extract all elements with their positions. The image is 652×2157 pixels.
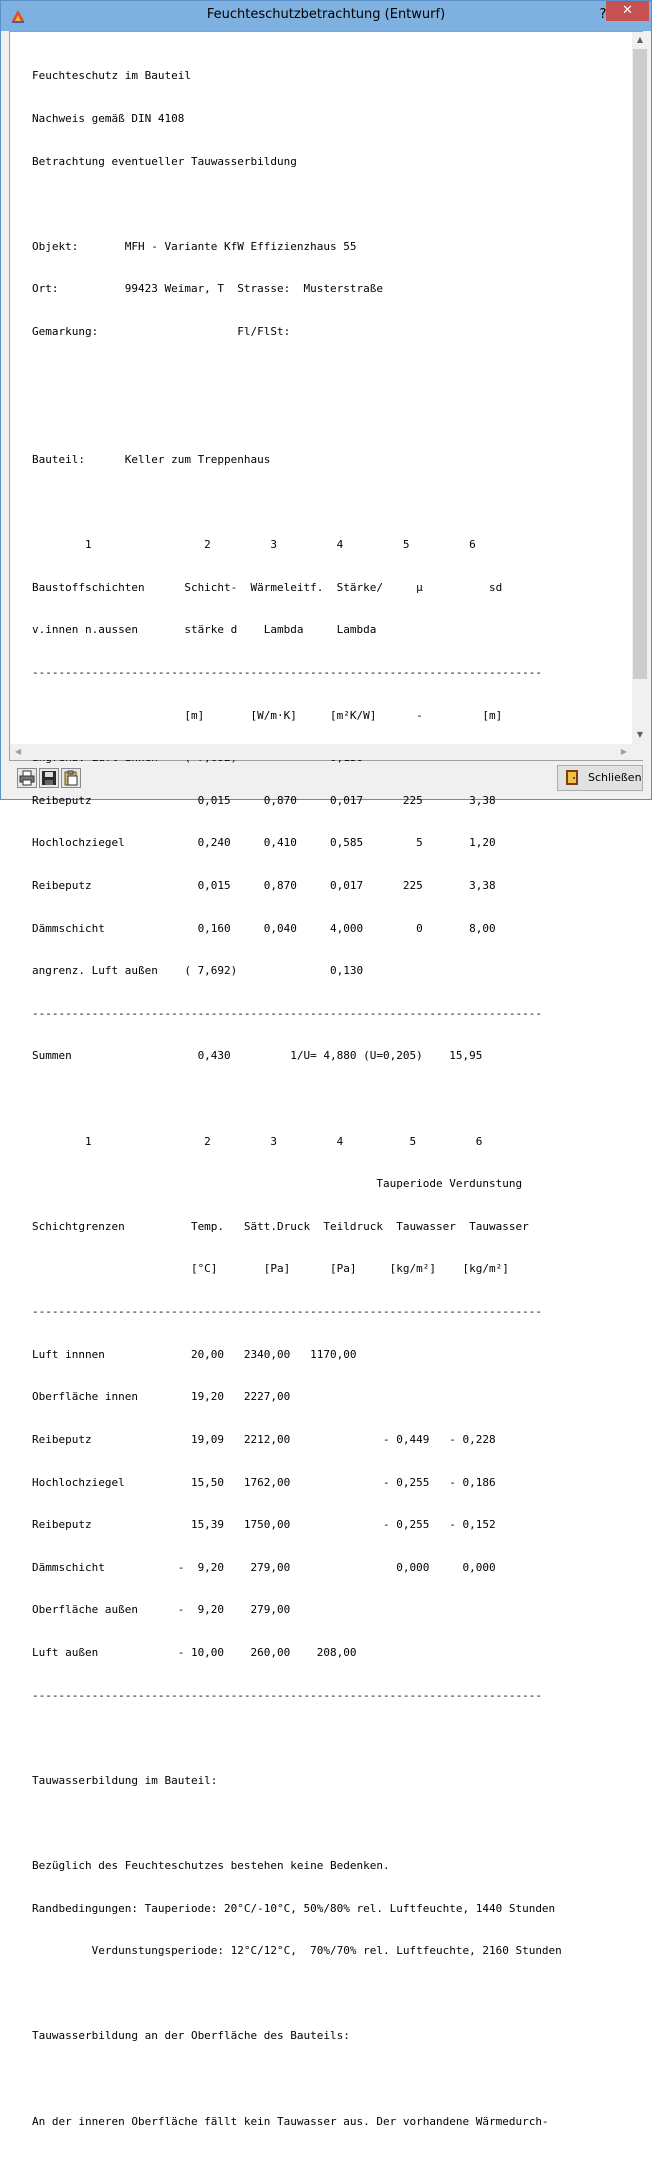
- report-line: Bezüglich des Feuchteschutzes bestehen keine Bedenken.: [32, 1859, 390, 1872]
- clipboard-icon: [63, 770, 79, 786]
- report-line: Tauperiode Verdunstung: [32, 1177, 523, 1191]
- report-line: Reibeputz 0,015 0,870 0,017 225 3,38: [32, 793, 496, 807]
- vertical-scrollbar[interactable]: [632, 32, 648, 744]
- report-line: v.innen n.aussen stärke d Lambda Lambda: [32, 623, 377, 637]
- window-title: Feuchteschutzbetrachtung (Entwurf): [206, 7, 446, 22]
- report-line: Luft außen - 10,00 260,00 208,00: [32, 1645, 357, 1659]
- close-dialog-label: Schließen: [588, 771, 642, 784]
- report-line: Gemarkung: Fl/FlSt:: [32, 325, 291, 339]
- report-line: [m] [W/m·K] [m²K/W] - [m]: [32, 708, 503, 722]
- copy-button[interactable]: [61, 768, 81, 788]
- report-line: Nachweis gemäß DIN 4108: [32, 112, 185, 126]
- report-line: [32, 1731, 612, 1745]
- report-line: An der inneren Oberfläche fällt kein Tauwasser aus. Der vorhandene Wärmedurch-: [32, 2114, 549, 2128]
- window-close-button[interactable]: ✕: [606, 1, 649, 21]
- report-line: Dämmschicht - 9,20 279,00 0,000 0,000: [32, 1560, 496, 1574]
- floppy-disk-icon: [41, 770, 57, 786]
- report-line: [32, 1816, 612, 1830]
- scroll-right-arrow-icon[interactable]: ▶: [620, 747, 628, 756]
- report-line: Schichtgrenzen Temp. Sätt.Druck Teildruck Tauwasser Tauwasser: [32, 1219, 529, 1233]
- report-line: -----------------------------------------------------------------------------: [32, 1305, 542, 1319]
- report-line: Hochlochziegel 15,50 1762,00 - 0,255 - 0,186: [32, 1475, 496, 1489]
- report-line: Verdunstungsperiode: 12°C/12°C, 70%/70% rel. Luftfeuchte, 2160 Stunden: [32, 1944, 562, 1958]
- report-line: Objekt: MFH - Variante KfW Effizienzhaus 55: [32, 239, 357, 253]
- help-button[interactable]: ?: [599, 7, 607, 22]
- report-line: 1 2 3 4 5 6: [32, 538, 476, 552]
- report-line: Ort: 99423 Weimar, T Strasse: Musterstraße: [32, 282, 383, 296]
- horizontal-scrollbar[interactable]: [10, 744, 632, 760]
- save-button[interactable]: [39, 768, 59, 788]
- report-line: 1 2 3 4 5 6: [32, 1134, 483, 1148]
- report-line: [32, 197, 612, 211]
- report-line: [32, 1092, 612, 1106]
- report-line: Luft innnen 20,00 2340,00 1170,00: [32, 1347, 357, 1361]
- report-line: Hochlochziegel 0,240 0,410 0,585 5 1,20: [32, 836, 496, 850]
- report-line: -----------------------------------------------------------------------------: [32, 665, 542, 679]
- report-line: Tauwasserbildung an der Oberfläche des Bauteils:: [32, 2029, 350, 2043]
- report-line: [32, 496, 612, 510]
- report-line: Reibeputz 15,39 1750,00 - 0,255 - 0,152: [32, 1518, 496, 1532]
- report-line: [32, 368, 612, 382]
- report-line: Feuchteschutz im Bauteil: [32, 69, 191, 83]
- report-line: [32, 1987, 612, 2001]
- report-line: Tauwasserbildung im Bauteil:: [32, 1773, 218, 1787]
- report-line: -----------------------------------------------------------------------------: [32, 1688, 542, 1702]
- report-line: [32, 410, 612, 424]
- report-line: Reibeputz 19,09 2212,00 - 0,449 - 0,228: [32, 1432, 496, 1446]
- door-exit-icon: [566, 770, 578, 785]
- report-line: [°C] [Pa] [Pa] [kg/m²] [kg/m²]: [32, 1262, 509, 1276]
- print-button[interactable]: [17, 768, 37, 788]
- scroll-up-arrow-icon[interactable]: ▲: [636, 35, 644, 44]
- scrollbar-thumb[interactable]: [633, 49, 647, 679]
- report-text: [32, 41, 612, 2157]
- report-line: Bauteil: Keller zum Treppenhaus: [32, 452, 271, 466]
- scroll-left-arrow-icon[interactable]: ◀: [14, 747, 22, 756]
- report-line: Oberfläche innen 19,20 2227,00: [32, 1390, 291, 1404]
- report-line: [32, 2072, 612, 2086]
- report-line: Summen 0,430 1/U= 4,880 (U=0,205) 15,95: [32, 1049, 483, 1063]
- report-line: Betrachtung eventueller Tauwasserbildung: [32, 154, 297, 168]
- report-line: Dämmschicht 0,160 0,040 4,000 0 8,00: [32, 921, 496, 935]
- close-dialog-button[interactable]: [557, 765, 643, 791]
- report-line: angrenz. Luft außen ( 7,692) 0,130: [32, 964, 364, 978]
- report-line: Baustoffschichten Schicht- Wärmeleitf. Stärke/ µ sd: [32, 580, 503, 594]
- title-bar[interactable]: [1, 1, 651, 31]
- report-line: Oberfläche außen - 9,20 279,00: [32, 1603, 291, 1617]
- printer-icon: [19, 770, 35, 786]
- dialog-body: [9, 31, 644, 2128]
- report-line: Randbedingungen: Tauperiode: 20°C/-10°C, 50%/80% rel. Luftfeuchte, 1440 Stunden: [32, 1901, 556, 1915]
- report-line: Reibeputz 0,015 0,870 0,017 225 3,38: [32, 878, 496, 892]
- report-line: -----------------------------------------------------------------------------: [32, 1006, 542, 1020]
- scrollbar-corner: [632, 744, 648, 760]
- scroll-down-arrow-icon[interactable]: ▼: [636, 730, 644, 739]
